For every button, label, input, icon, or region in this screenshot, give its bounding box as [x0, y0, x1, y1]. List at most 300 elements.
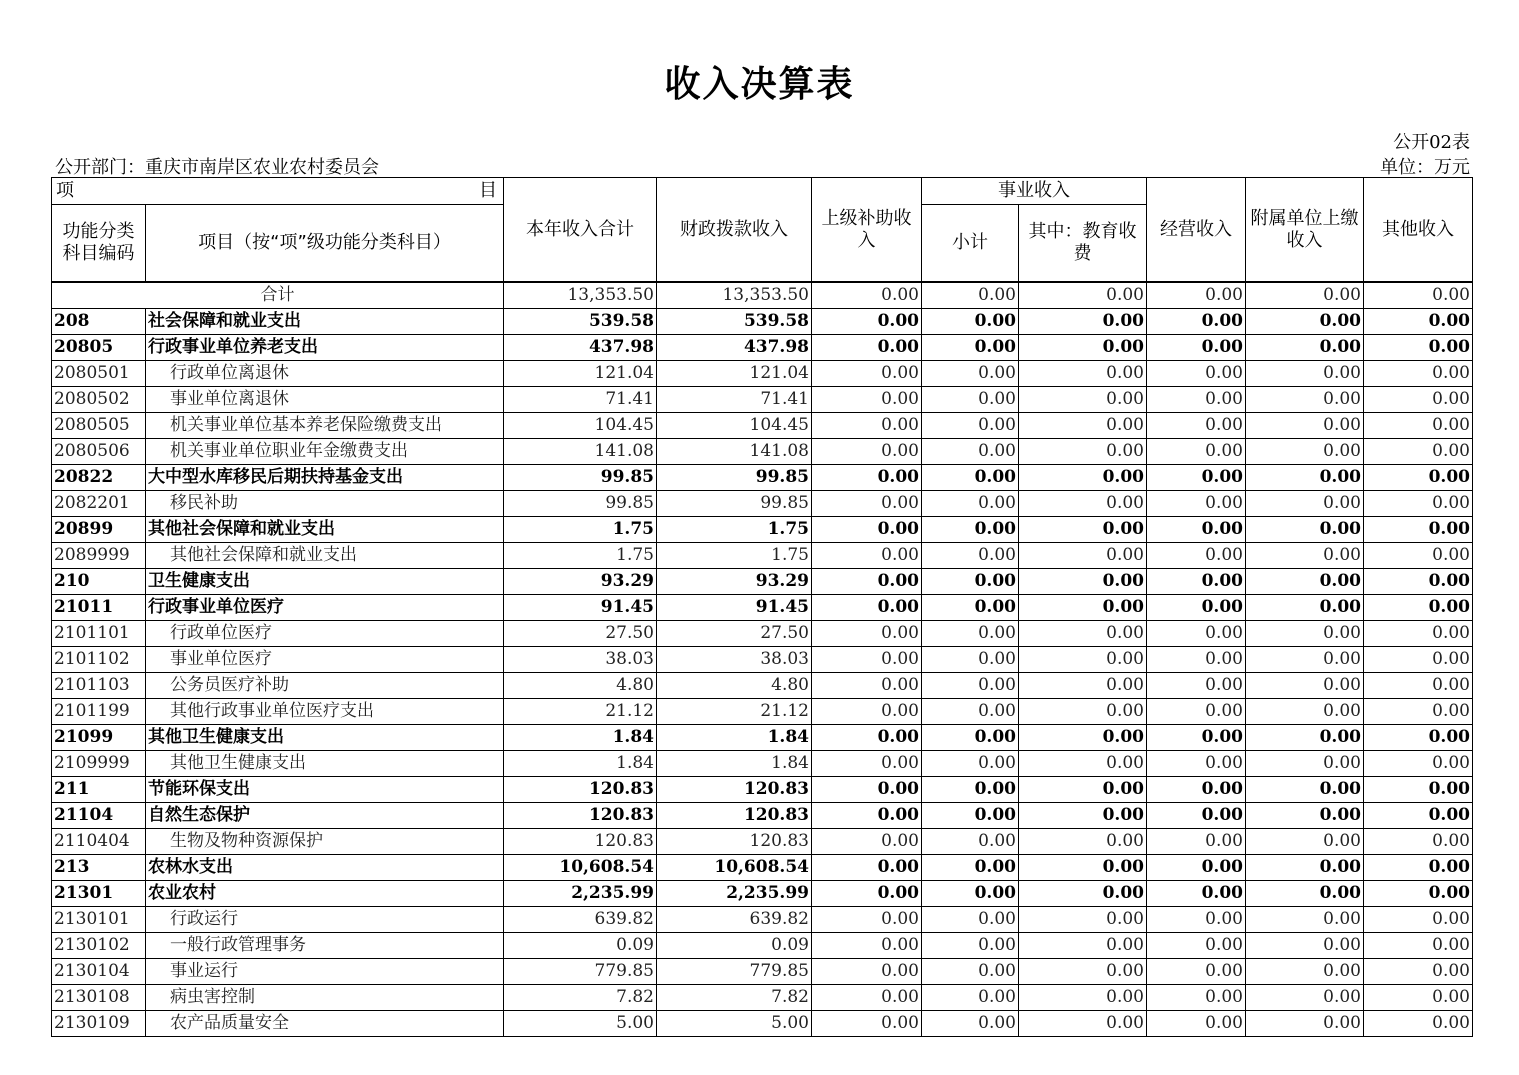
row-value: 0.00 — [1246, 387, 1364, 413]
row-code: 21301 — [52, 881, 146, 907]
row-value: 0.00 — [1364, 621, 1473, 647]
row-value: 0.00 — [1246, 569, 1364, 595]
table-row — [52, 491, 1473, 517]
table-row — [52, 985, 1473, 1011]
row-value: 1.75 — [504, 517, 657, 543]
row-value: 0.00 — [1147, 309, 1246, 335]
row-value: 38.03 — [504, 647, 657, 673]
row-value: 0.00 — [1019, 881, 1147, 907]
header-func-code: 功能分类科目编码 — [52, 205, 146, 283]
row-value: 1.75 — [657, 517, 812, 543]
row-value: 0.00 — [1147, 855, 1246, 881]
row-value: 0.00 — [922, 1011, 1019, 1037]
row-value: 0.00 — [1364, 569, 1473, 595]
department-label: 公开部门：重庆市南岸区农业农村委员会 — [55, 157, 379, 178]
row-value: 0.00 — [1147, 361, 1246, 387]
row-value: 1.84 — [504, 725, 657, 751]
row-value: 0.00 — [1019, 387, 1147, 413]
row-value: 0.00 — [812, 647, 922, 673]
row-value: 27.50 — [657, 621, 812, 647]
row-value: 0.00 — [1019, 959, 1147, 985]
row-value: 0.00 — [922, 907, 1019, 933]
row-value: 5.00 — [657, 1011, 812, 1037]
unit-label: 单位：万元 — [1380, 157, 1470, 178]
row-value: 0.00 — [922, 595, 1019, 621]
table-row — [52, 699, 1473, 725]
row-value: 91.45 — [657, 595, 812, 621]
row-code: 20822 — [52, 465, 146, 491]
row-value: 0.00 — [1246, 881, 1364, 907]
row-value: 0.00 — [1147, 1011, 1246, 1037]
row-name: 自然生态保护 — [146, 803, 504, 829]
report-title: 收入决算表 — [664, 64, 855, 105]
form-number: 公开02表 — [1393, 132, 1470, 153]
row-name: 移民补助 — [146, 491, 504, 517]
row-value: 0.00 — [812, 621, 922, 647]
row-value: 71.41 — [504, 387, 657, 413]
row-value: 0.00 — [1246, 361, 1364, 387]
row-name: 节能环保支出 — [146, 777, 504, 803]
row-value: 437.98 — [657, 335, 812, 361]
row-name: 行政单位离退休 — [146, 361, 504, 387]
row-value: 0.00 — [1246, 413, 1364, 439]
header-fiscal: 财政拨款收入 — [657, 178, 812, 283]
row-code: 2130108 — [52, 985, 146, 1011]
row-value: 0.00 — [812, 465, 922, 491]
table-row — [52, 959, 1473, 985]
row-value: 0.00 — [1147, 647, 1246, 673]
table-row — [52, 907, 1473, 933]
row-value: 0.00 — [812, 881, 922, 907]
row-value: 0.00 — [1147, 543, 1246, 569]
row-code: 2101102 — [52, 647, 146, 673]
row-value: 0.00 — [812, 829, 922, 855]
total-cell: 0.00 — [1019, 282, 1147, 309]
header-total-income: 本年收入合计 — [504, 178, 657, 283]
table-row — [52, 829, 1473, 855]
row-value: 99.85 — [504, 465, 657, 491]
row-value: 0.00 — [1364, 933, 1473, 959]
row-code: 210 — [52, 569, 146, 595]
row-name: 行政单位医疗 — [146, 621, 504, 647]
row-value: 437.98 — [504, 335, 657, 361]
row-value: 0.00 — [1246, 985, 1364, 1011]
row-value: 0.00 — [1147, 621, 1246, 647]
row-value: 120.83 — [657, 777, 812, 803]
row-value: 121.04 — [657, 361, 812, 387]
table-row — [52, 387, 1473, 413]
table-row — [52, 309, 1473, 335]
row-value: 5.00 — [504, 1011, 657, 1037]
row-value: 0.00 — [1364, 881, 1473, 907]
row-value: 0.00 — [812, 751, 922, 777]
row-value: 0.00 — [922, 855, 1019, 881]
row-value: 0.00 — [1019, 1011, 1147, 1037]
row-value: 0.00 — [1019, 517, 1147, 543]
row-value: 0.00 — [1364, 491, 1473, 517]
row-code: 20899 — [52, 517, 146, 543]
row-code: 208 — [52, 309, 146, 335]
row-value: 120.83 — [504, 777, 657, 803]
row-value: 0.00 — [1246, 335, 1364, 361]
row-value: 0.00 — [1246, 959, 1364, 985]
row-value: 539.58 — [657, 309, 812, 335]
row-code: 2080501 — [52, 361, 146, 387]
row-value: 0.00 — [1019, 907, 1147, 933]
row-value: 93.29 — [504, 569, 657, 595]
table-row — [52, 881, 1473, 907]
table-row — [52, 361, 1473, 387]
row-value: 0.00 — [1147, 725, 1246, 751]
row-value: 0.00 — [812, 725, 922, 751]
row-value: 0.00 — [1147, 881, 1246, 907]
row-value: 0.00 — [1147, 673, 1246, 699]
row-value: 0.00 — [1019, 829, 1147, 855]
row-code: 211 — [52, 777, 146, 803]
row-value: 0.00 — [1364, 803, 1473, 829]
header-education-fee: 其中：教育收费 — [1019, 205, 1147, 283]
row-value: 0.00 — [1246, 439, 1364, 465]
row-value: 0.00 — [1364, 855, 1473, 881]
row-value: 0.00 — [1364, 751, 1473, 777]
row-value: 0.00 — [812, 959, 922, 985]
row-value: 0.00 — [812, 491, 922, 517]
row-value: 0.00 — [1147, 413, 1246, 439]
header-xiang: 项 — [56, 180, 74, 201]
row-value: 141.08 — [504, 439, 657, 465]
row-value: 0.00 — [1364, 387, 1473, 413]
row-code: 21104 — [52, 803, 146, 829]
table-row — [52, 569, 1473, 595]
row-name: 机关事业单位基本养老保险缴费支出 — [146, 413, 504, 439]
row-value: 0.00 — [1246, 491, 1364, 517]
row-value: 0.00 — [1019, 725, 1147, 751]
row-name: 一般行政管理事务 — [146, 933, 504, 959]
row-code: 2130102 — [52, 933, 146, 959]
row-value: 0.00 — [812, 517, 922, 543]
row-code: 2082201 — [52, 491, 146, 517]
row-code: 2101101 — [52, 621, 146, 647]
row-value: 0.00 — [1019, 309, 1147, 335]
table-row — [52, 647, 1473, 673]
row-code: 21099 — [52, 725, 146, 751]
table-row — [52, 543, 1473, 569]
row-value: 1.84 — [504, 751, 657, 777]
row-value: 0.00 — [1364, 673, 1473, 699]
row-value: 7.82 — [657, 985, 812, 1011]
row-value: 0.00 — [1019, 413, 1147, 439]
row-value: 0.00 — [812, 413, 922, 439]
row-value: 0.09 — [504, 933, 657, 959]
row-value: 0.00 — [1246, 673, 1364, 699]
row-value: 0.00 — [922, 517, 1019, 543]
row-value: 0.00 — [1019, 595, 1147, 621]
row-value: 120.83 — [657, 803, 812, 829]
row-value: 0.00 — [1019, 439, 1147, 465]
row-value: 0.00 — [812, 1011, 922, 1037]
row-value: 0.00 — [922, 751, 1019, 777]
row-value: 0.00 — [922, 309, 1019, 335]
row-value: 0.00 — [1246, 465, 1364, 491]
row-value: 0.00 — [1246, 543, 1364, 569]
row-value: 0.00 — [1364, 907, 1473, 933]
row-value: 2,235.99 — [504, 881, 657, 907]
row-code: 2080505 — [52, 413, 146, 439]
header-subtotal: 小计 — [922, 205, 1019, 283]
row-name: 其他社会保障和就业支出 — [146, 543, 504, 569]
row-value: 539.58 — [504, 309, 657, 335]
total-cell: 13,353.50 — [504, 282, 657, 309]
row-value: 0.00 — [812, 335, 922, 361]
row-name: 大中型水库移民后期扶持基金支出 — [146, 465, 504, 491]
row-name: 其他行政事业单位医疗支出 — [146, 699, 504, 725]
row-value: 4.80 — [657, 673, 812, 699]
row-value: 0.00 — [812, 699, 922, 725]
row-value: 0.00 — [1364, 647, 1473, 673]
row-value: 0.00 — [812, 595, 922, 621]
row-value: 141.08 — [657, 439, 812, 465]
row-name: 农林水支出 — [146, 855, 504, 881]
row-value: 0.00 — [922, 491, 1019, 517]
row-value: 0.00 — [1246, 517, 1364, 543]
row-code: 2130109 — [52, 1011, 146, 1037]
row-value: 0.00 — [1019, 933, 1147, 959]
row-value: 0.00 — [1364, 439, 1473, 465]
row-value: 0.00 — [1147, 751, 1246, 777]
row-value: 120.83 — [504, 803, 657, 829]
row-value: 0.00 — [812, 309, 922, 335]
row-value: 0.00 — [812, 361, 922, 387]
table-row — [52, 855, 1473, 881]
row-value: 0.00 — [922, 387, 1019, 413]
row-code: 2110404 — [52, 829, 146, 855]
row-value: 0.00 — [922, 829, 1019, 855]
total-label: 合计 — [52, 282, 504, 309]
row-name: 机关事业单位职业年金缴费支出 — [146, 439, 504, 465]
row-value: 7.82 — [504, 985, 657, 1011]
table-row — [52, 335, 1473, 361]
table-row — [52, 933, 1473, 959]
header-mu: 目 — [479, 180, 497, 201]
row-value: 21.12 — [657, 699, 812, 725]
row-value: 0.00 — [1364, 595, 1473, 621]
row-value: 1.75 — [504, 543, 657, 569]
row-value: 0.00 — [1019, 491, 1147, 517]
row-name: 行政事业单位养老支出 — [146, 335, 504, 361]
row-value: 1.84 — [657, 725, 812, 751]
row-value: 0.00 — [1246, 309, 1364, 335]
row-value: 0.00 — [1246, 1011, 1364, 1037]
row-value: 639.82 — [504, 907, 657, 933]
row-code: 2080502 — [52, 387, 146, 413]
row-name: 卫生健康支出 — [146, 569, 504, 595]
row-value: 0.00 — [1246, 933, 1364, 959]
row-value: 0.00 — [922, 699, 1019, 725]
row-value: 0.00 — [1364, 777, 1473, 803]
row-value: 0.00 — [1019, 647, 1147, 673]
row-value: 0.00 — [1147, 569, 1246, 595]
table-row — [52, 725, 1473, 751]
row-value: 21.12 — [504, 699, 657, 725]
row-value: 0.00 — [1147, 907, 1246, 933]
row-value: 779.85 — [657, 959, 812, 985]
row-value: 0.00 — [812, 543, 922, 569]
row-value: 0.00 — [1246, 725, 1364, 751]
row-value: 0.00 — [1246, 751, 1364, 777]
row-code: 21011 — [52, 595, 146, 621]
row-value: 0.00 — [1364, 1011, 1473, 1037]
row-value: 1.84 — [657, 751, 812, 777]
row-value: 93.29 — [657, 569, 812, 595]
row-name: 农产品质量安全 — [146, 1011, 504, 1037]
row-name: 农业农村 — [146, 881, 504, 907]
header-affiliated-income: 附属单位上缴收入 — [1246, 178, 1364, 283]
row-value: 0.00 — [812, 439, 922, 465]
row-value: 0.00 — [1019, 699, 1147, 725]
row-name: 其他卫生健康支出 — [146, 725, 504, 751]
row-value: 1.75 — [657, 543, 812, 569]
row-value: 0.00 — [812, 803, 922, 829]
row-code: 2101103 — [52, 673, 146, 699]
row-value: 639.82 — [657, 907, 812, 933]
row-value: 104.45 — [504, 413, 657, 439]
table-row — [52, 517, 1473, 543]
row-value: 0.00 — [1147, 335, 1246, 361]
row-name: 社会保障和就业支出 — [146, 309, 504, 335]
row-code: 2080506 — [52, 439, 146, 465]
row-value: 0.00 — [1147, 699, 1246, 725]
row-value: 104.45 — [657, 413, 812, 439]
row-code: 2109999 — [52, 751, 146, 777]
table-row — [52, 803, 1473, 829]
row-value: 91.45 — [504, 595, 657, 621]
row-value: 0.00 — [1147, 803, 1246, 829]
table-row — [52, 465, 1473, 491]
row-name: 病虫害控制 — [146, 985, 504, 1011]
row-name: 其他社会保障和就业支出 — [146, 517, 504, 543]
row-value: 0.00 — [1019, 777, 1147, 803]
row-value: 0.00 — [1019, 673, 1147, 699]
row-value: 0.00 — [922, 673, 1019, 699]
row-value: 99.85 — [504, 491, 657, 517]
row-value: 0.00 — [1246, 647, 1364, 673]
row-name: 生物及物种资源保护 — [146, 829, 504, 855]
row-value: 0.00 — [1019, 855, 1147, 881]
header-business-income: 经营收入 — [1147, 178, 1246, 283]
row-value: 0.00 — [812, 673, 922, 699]
row-value: 0.00 — [812, 855, 922, 881]
row-value: 0.00 — [922, 881, 1019, 907]
table-row — [52, 413, 1473, 439]
row-value: 779.85 — [504, 959, 657, 985]
total-cell: 13,353.50 — [657, 282, 812, 309]
row-name: 行政事业单位医疗 — [146, 595, 504, 621]
row-value: 0.00 — [1364, 543, 1473, 569]
row-value: 0.00 — [922, 803, 1019, 829]
row-value: 0.00 — [1019, 985, 1147, 1011]
row-value: 0.00 — [1019, 803, 1147, 829]
row-value: 0.00 — [1147, 465, 1246, 491]
row-value: 0.00 — [922, 361, 1019, 387]
row-name: 事业单位医疗 — [146, 647, 504, 673]
row-value: 0.00 — [1019, 621, 1147, 647]
row-value: 0.00 — [922, 543, 1019, 569]
header-other-income: 其他收入 — [1364, 178, 1473, 283]
row-value: 0.00 — [922, 621, 1019, 647]
row-value: 0.00 — [1246, 907, 1364, 933]
row-value: 0.00 — [922, 465, 1019, 491]
row-value: 0.00 — [922, 777, 1019, 803]
total-row — [52, 282, 1473, 309]
row-value: 0.00 — [1246, 699, 1364, 725]
row-value: 0.00 — [1364, 699, 1473, 725]
row-name: 公务员医疗补助 — [146, 673, 504, 699]
income-table — [51, 177, 1473, 1037]
total-cell: 0.00 — [1364, 282, 1473, 309]
total-cell: 0.00 — [1147, 282, 1246, 309]
row-value: 0.00 — [812, 985, 922, 1011]
table-body — [52, 282, 1473, 1037]
row-value: 0.00 — [1019, 335, 1147, 361]
table-row — [52, 751, 1473, 777]
row-value: 0.00 — [1019, 543, 1147, 569]
row-value: 0.00 — [1147, 959, 1246, 985]
row-code: 2130101 — [52, 907, 146, 933]
row-value: 0.00 — [922, 569, 1019, 595]
row-value: 0.00 — [1364, 413, 1473, 439]
row-name: 行政运行 — [146, 907, 504, 933]
row-code: 213 — [52, 855, 146, 881]
row-value: 121.04 — [504, 361, 657, 387]
table-row — [52, 673, 1473, 699]
total-cell: 0.00 — [1246, 282, 1364, 309]
row-value: 0.00 — [922, 413, 1019, 439]
row-value: 38.03 — [657, 647, 812, 673]
row-value: 0.00 — [1147, 933, 1246, 959]
row-value: 0.00 — [1147, 595, 1246, 621]
row-code: 2101199 — [52, 699, 146, 725]
row-value: 0.00 — [1019, 465, 1147, 491]
row-value: 0.00 — [922, 985, 1019, 1011]
row-value: 0.00 — [1364, 985, 1473, 1011]
row-value: 4.80 — [504, 673, 657, 699]
row-value: 0.00 — [1364, 829, 1473, 855]
row-code: 2130104 — [52, 959, 146, 985]
row-value: 0.00 — [922, 725, 1019, 751]
row-value: 0.00 — [812, 569, 922, 595]
row-code: 20805 — [52, 335, 146, 361]
row-value: 0.00 — [1246, 803, 1364, 829]
header-item-group — [52, 178, 504, 205]
row-value: 0.00 — [1364, 361, 1473, 387]
header-superior-subsidy: 上级补助收入 — [812, 178, 922, 283]
table-row — [52, 621, 1473, 647]
row-value: 99.85 — [657, 465, 812, 491]
row-value: 10,608.54 — [657, 855, 812, 881]
table-row — [52, 1011, 1473, 1037]
row-value: 0.00 — [1019, 569, 1147, 595]
row-value: 10,608.54 — [504, 855, 657, 881]
total-cell: 0.00 — [922, 282, 1019, 309]
row-value: 120.83 — [504, 829, 657, 855]
row-value: 0.00 — [922, 335, 1019, 361]
row-value: 0.09 — [657, 933, 812, 959]
row-value: 0.00 — [1147, 985, 1246, 1011]
row-value: 0.00 — [1147, 829, 1246, 855]
row-value: 2,235.99 — [657, 881, 812, 907]
row-value: 0.00 — [1147, 439, 1246, 465]
row-value: 0.00 — [812, 907, 922, 933]
